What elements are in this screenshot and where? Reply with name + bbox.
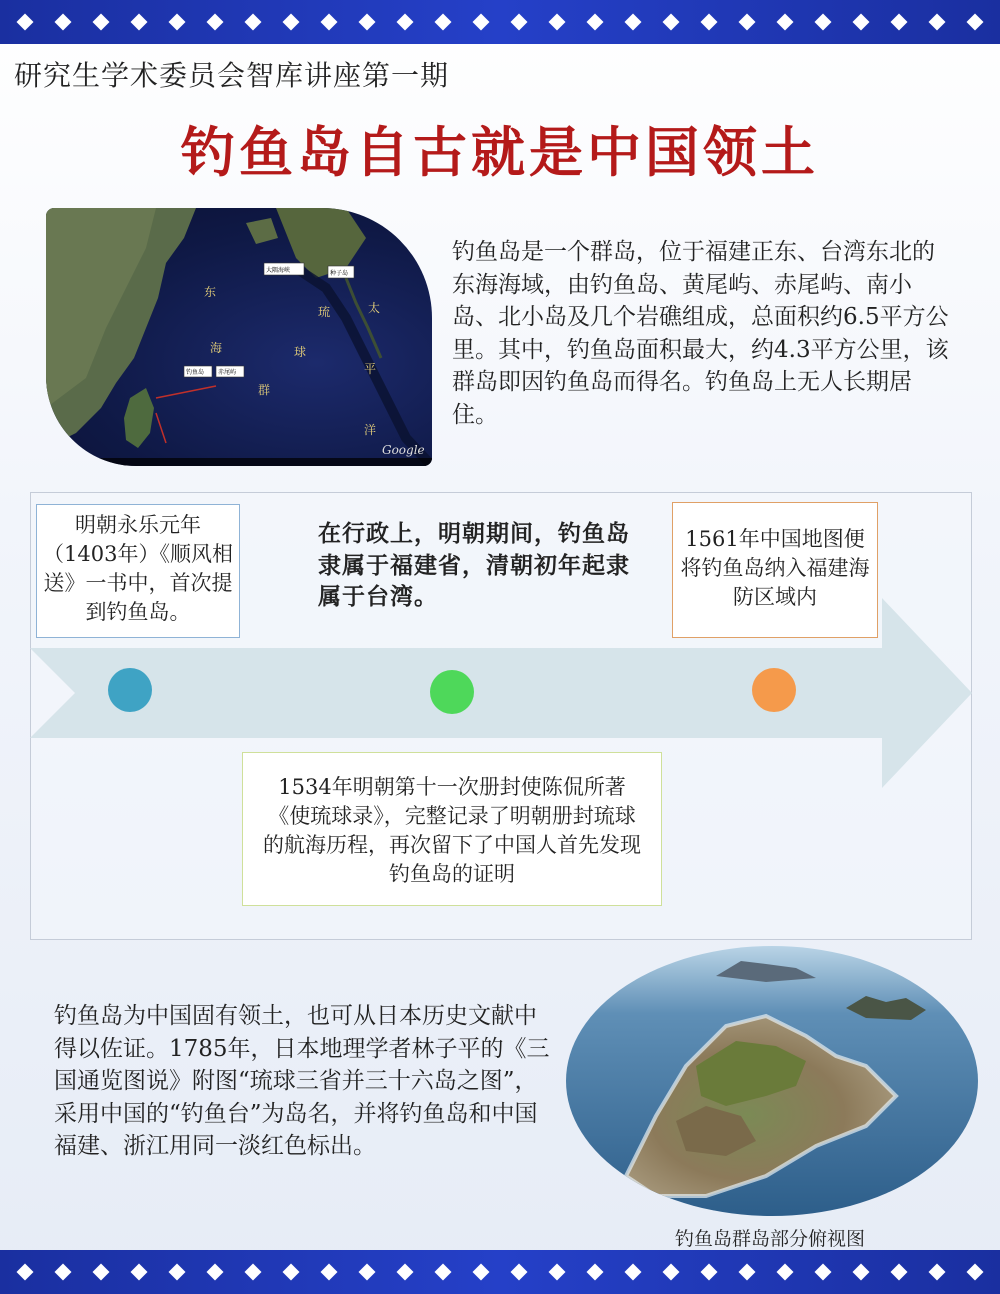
map-label-chiwei: 赤尾屿 xyxy=(218,369,237,376)
island-aerial-photo xyxy=(566,946,978,1216)
island-photo-caption: 钓鱼岛群岛部分俯视图 xyxy=(674,1228,865,1250)
map-label-qun: 群 xyxy=(258,383,271,397)
satellite-map-image xyxy=(46,208,432,466)
intro-paragraph: 钓鱼岛是一个群岛，位于福建正东、台湾东北的东海海域，由钓鱼岛、黄尾屿、赤尾屿、南小岛、北小岛及几个岩礁组成，总面积约6.5平方公里。其中，钓鱼岛面积最大，约4.3平方公里，该群岛即因钓鱼岛而得名。钓鱼岛上无人长期居住。 xyxy=(452,239,949,428)
timeline-dot-2 xyxy=(430,670,474,714)
lecture-series-label: 研究生学术委员会智库讲座第一期 xyxy=(14,59,450,92)
top-decorative-band xyxy=(0,0,1000,44)
evidence-paragraph: 钓鱼岛为中国固有领土，也可从日本历史文献中得以佐证。1785年，日本地理学者林子平的《三国通览图说》附图“琉球三省并三十六岛之图”，采用中国的“钓鱼台”为岛名，并将钓鱼岛和中国福建、浙江用同一淡红色标出。 xyxy=(54,1003,550,1159)
map-label-hai: 海 xyxy=(210,341,223,355)
map-label-tanegashima: 种子岛 xyxy=(330,270,349,277)
timeline-card-1403: 明朝永乐元年（1403年）《顺风相送》一书中，首次提到钓鱼岛。 xyxy=(36,504,240,638)
map-label-ping: 平 xyxy=(364,362,377,376)
timeline-dot-1 xyxy=(108,668,152,712)
timeline-card-1534: 1534年明朝第十一次册封使陈侃所著《使琉球录》，完整记录了明朝册封琉球的航海历程，再次留下了中国人首先发现钓鱼岛的证明 xyxy=(242,752,662,906)
map-google-logo: Google xyxy=(382,443,425,457)
timeline-card-1561: 1561年中国地图便将钓鱼岛纳入福建海防区域内 xyxy=(672,502,878,638)
map-label-diaoyu: 钓鱼岛 xyxy=(186,369,205,376)
map-label-dong: 东 xyxy=(204,285,217,299)
map-label-qiu: 球 xyxy=(294,345,307,359)
timeline-dot-3 xyxy=(752,668,796,712)
timeline-card-administration: 在行政上，明朝期间，钓鱼岛隶属于福建省，清朝初年起隶属于台湾。 xyxy=(318,520,630,610)
map-label-liu: 琉 xyxy=(318,305,331,319)
bottom-decorative-band xyxy=(0,1250,1000,1294)
map-label-strait: 大隅海峡 xyxy=(266,267,291,274)
page-title: 钓鱼岛自古就是中国领土 xyxy=(181,120,819,184)
map-label-tai: 太 xyxy=(368,301,381,315)
map-label-yang: 洋 xyxy=(364,423,377,437)
